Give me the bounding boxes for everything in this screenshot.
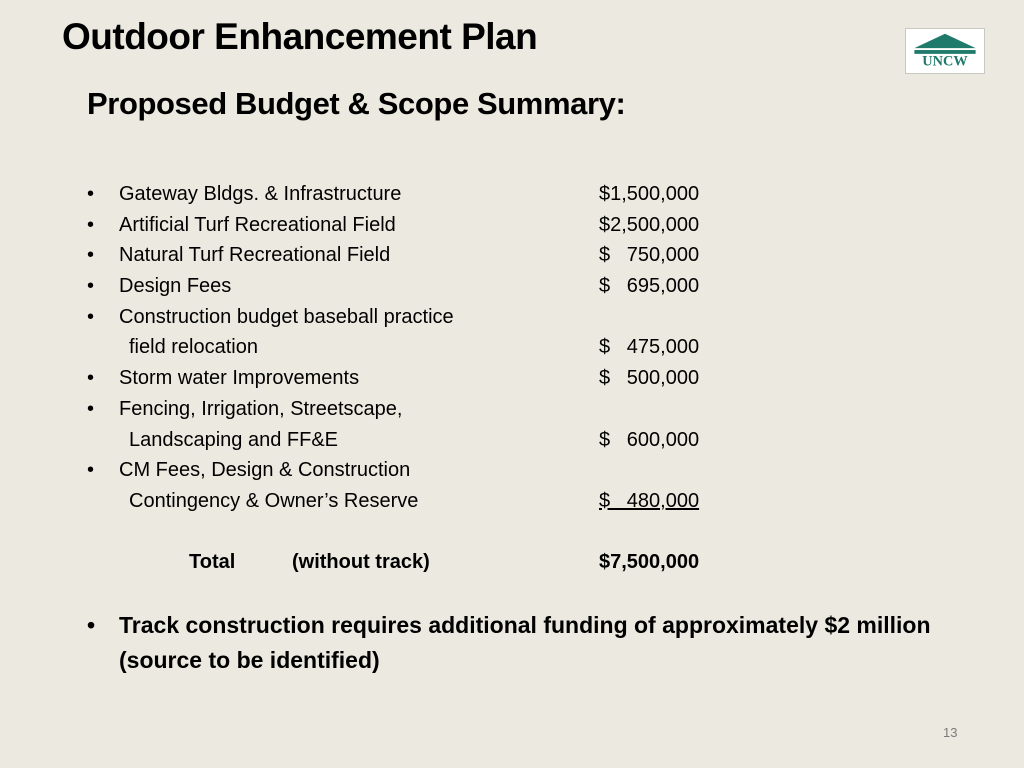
budget-item-gateway xyxy=(87,179,787,210)
budget-subtitle: Proposed Budget & Scope Summary: xyxy=(87,86,626,121)
budget-item-cm-fees-cont xyxy=(87,486,787,517)
budget-item-label: Construction budget baseball practice xyxy=(119,305,454,328)
budget-item-amount: $ 695,000 xyxy=(599,275,700,298)
budget-item-baseball-relocation-cont xyxy=(87,332,787,363)
budget-item-amount: $ 480,000 xyxy=(599,489,700,512)
budget-item-label: Storm water Improvements xyxy=(119,367,360,390)
slide-title: Outdoor Enhancement Plan xyxy=(62,16,538,57)
track-funding-text: Track construction requires additional funding of approximately $2 million (source to be identified) xyxy=(119,612,931,673)
budget-item-continuation: Contingency & Owner’s Reserve xyxy=(129,489,419,512)
budget-item-continuation: field relocation xyxy=(129,336,258,359)
bullet: • xyxy=(87,367,95,390)
budget-item-cm-fees xyxy=(87,455,787,486)
budget-item-amount: $1,500,000 xyxy=(599,183,700,205)
total-label: Total xyxy=(189,551,236,573)
bullet: • xyxy=(87,397,95,420)
budget-item-label: Fencing, Irrigation, Streetscape, xyxy=(119,397,403,420)
bullet: • xyxy=(87,612,96,638)
total-note: (without track) xyxy=(292,551,430,573)
budget-item-storm-water xyxy=(87,363,787,394)
budget-item-amount: $ 500,000 xyxy=(599,367,700,390)
budget-item-artificial-turf xyxy=(87,210,787,241)
bullet: • xyxy=(87,305,95,328)
budget-item-continuation: Landscaping and FF&E xyxy=(129,428,339,451)
budget-item-fencing xyxy=(87,394,787,425)
budget-item-label: Gateway Bldgs. & Infrastructure xyxy=(119,183,402,205)
budget-item-amount: $2,500,000 xyxy=(599,213,700,236)
total-row xyxy=(87,547,787,577)
bullet: • xyxy=(87,244,95,267)
budget-item-label: Artificial Turf Recreational Field xyxy=(119,213,396,236)
budget-item-natural-turf xyxy=(87,240,787,271)
budget-item-label: CM Fees, Design & Construction xyxy=(119,459,411,482)
bullet: • xyxy=(87,459,95,482)
uncw-logo xyxy=(905,28,985,74)
logo-text: UNCW xyxy=(922,53,968,70)
budget-item-label: Design Fees xyxy=(119,275,232,298)
budget-item-baseball-relocation xyxy=(87,302,787,333)
budget-item-amount: $ 750,000 xyxy=(599,244,700,267)
bullet: • xyxy=(87,213,95,236)
bullet: • xyxy=(87,183,95,205)
budget-item-fencing-cont xyxy=(87,425,787,456)
budget-item-label: Natural Turf Recreational Field xyxy=(119,244,391,267)
slide-number: 13 xyxy=(943,725,958,740)
total-amount: $7,500,000 xyxy=(599,551,700,573)
budget-item-design-fees xyxy=(87,271,787,302)
budget-item-amount: $ 475,000 xyxy=(599,336,700,359)
budget-list xyxy=(87,179,787,517)
budget-item-amount: $ 600,000 xyxy=(599,428,700,451)
bullet: • xyxy=(87,275,95,298)
